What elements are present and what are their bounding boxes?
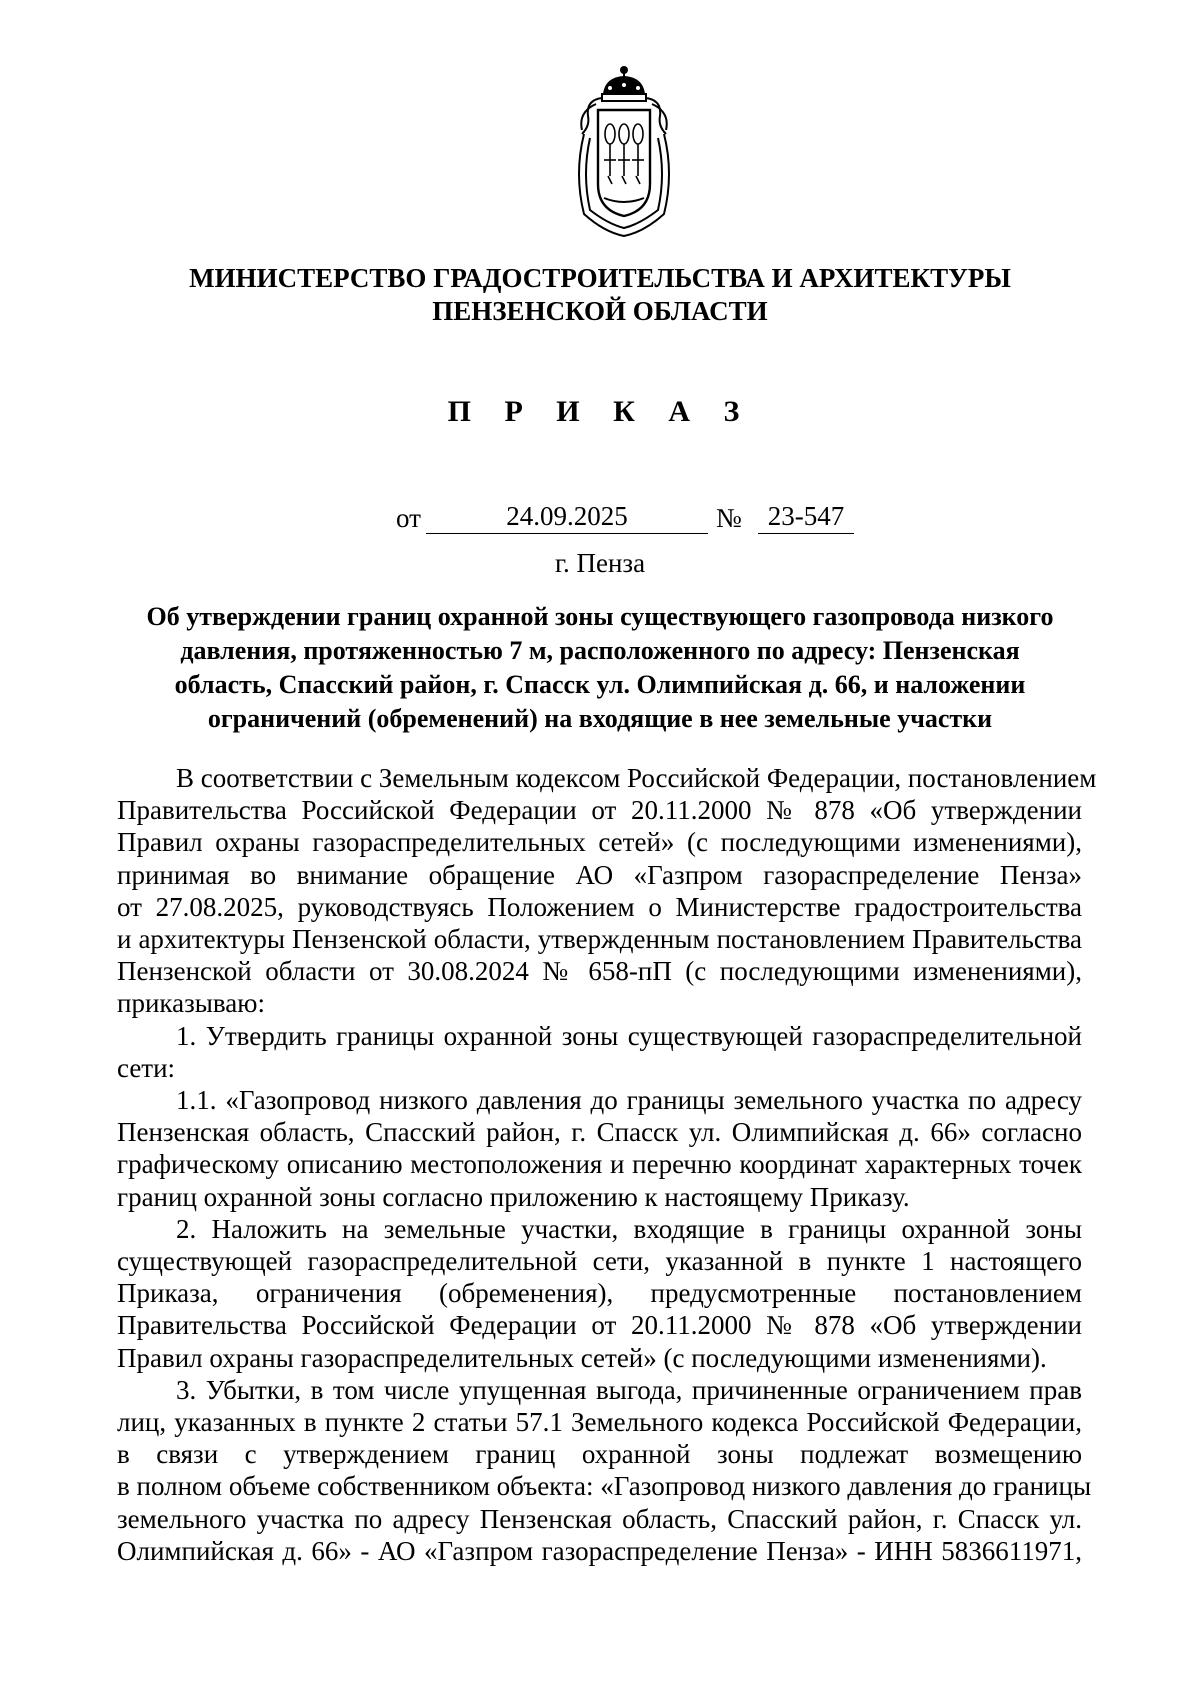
ministry-line-2: ПЕНЗЕНСКОЙ ОБЛАСТИ: [432, 296, 768, 326]
body-line: В соответствии с Земельным кодексом Российской Федерации, постановлением: [176, 763, 1097, 793]
body-line: сети:: [117, 1052, 176, 1083]
document-subject: [125, 600, 1075, 736]
subject-line: Об утверждении границ охранной зоны существующего газопровода низкого: [146, 602, 1054, 631]
paragraph-preamble: [117, 762, 1097, 1020]
body-line: Пензенская область, Спасский район, г. Спасск ул. Олимпийская д. 66» согласно: [117, 1117, 1082, 1148]
body-line: Пензенской области от 30.08.2024 № 658-пП (с последующими изменениями),: [117, 956, 1082, 987]
document-city: г. Пенза: [554, 548, 646, 578]
body-line: Приказа, ограничения (обременения), предусмотренные постановлением: [117, 1278, 1082, 1309]
paragraph-item-3: [117, 1374, 1092, 1567]
date-prefix: от: [396, 503, 421, 533]
body-line: графическому описанию местоположения и перечню координат характерных точек: [117, 1149, 1082, 1180]
body-line: в полном объеме собственником объекта: «Газопровод низкого давления до границы: [117, 1471, 1092, 1502]
body-line: Правительства Российской Федерации от 20.11.2000 № 878 «Об утверждении: [117, 795, 1082, 826]
document-date: 24.09.2025: [426, 500, 708, 534]
body-line: Правительства Российской Федерации от 20.11.2000 № 878 «Об утверждении: [117, 1310, 1082, 1341]
subject-line: ограничений (обременений) на входящие в нее земельные участки: [207, 704, 993, 733]
body-line: 2. Наложить на земельные участки, входящие в границы охранной зоны: [176, 1213, 1082, 1244]
subject-line: область, Спасский район, г. Спасск ул. Олимпийская д. 66, и наложении: [174, 670, 1026, 699]
body-line: существующей газораспределительной сети, указанной в пункте 1 настоящего: [117, 1246, 1082, 1277]
document-body: [117, 762, 1197, 1567]
paragraph-item-1: [117, 1020, 1082, 1084]
body-line: границ охранной зоны согласно приложению к настоящему Приказу.: [117, 1181, 910, 1212]
coat-of-arms-icon: [568, 64, 680, 240]
body-line: Правил охраны газораспределительных сетей» (с последующими изменениями).: [117, 1342, 1047, 1373]
document-type-title: П Р И К А З: [447, 395, 753, 428]
body-line: земельного участка по адресу Пензенская область, Спасский район, г. Спасск ул.: [117, 1503, 1082, 1534]
body-line: 1.1. «Газопровод низкого давления до границы земельного участка по адресу: [176, 1085, 1082, 1116]
body-line: Олимпийская д. 66» - АО «Газпром газораспределение Пенза» - ИНН 5836611971,: [117, 1535, 1082, 1566]
ministry-line-1: МИНИСТЕРСТВО ГРАДОСТРОИТЕЛЬСТВА И АРХИТЕКТУРЫ: [189, 263, 1011, 293]
body-line: 1. Утвердить границы охранной зоны существующей газораспределительной: [176, 1020, 1082, 1051]
body-line: в связи с утверждением границ охранной зоны подлежат возмещению: [117, 1439, 1082, 1470]
paragraph-item-1-1: [117, 1084, 1082, 1213]
paragraph-item-2: [117, 1213, 1082, 1374]
number-sign: №: [716, 503, 742, 533]
body-line: принимая во внимание обращение АО «Газпром газораспределение Пенза»: [117, 859, 1082, 890]
body-line: и архитектуры Пензенской области, утвержденным постановлением Правительства: [117, 924, 1082, 955]
body-line: Правил охраны газораспределительных сетей» (с последующими изменениями),: [117, 827, 1082, 858]
body-line: лиц, указанных в пункте 2 статьи 57.1 Земельного кодекса Российской Федерации,: [117, 1407, 1082, 1438]
document-number: 23-547: [758, 500, 854, 534]
subject-line: давления, протяженностью 7 м, расположенного по адресу: Пензенская: [180, 636, 1020, 665]
ministry-name: [120, 262, 1080, 328]
body-line: от 27.08.2025, руководствуясь Положением о Министерстве градостроительства: [117, 891, 1082, 922]
body-line: 3. Убытки, в том числе упущенная выгода, причиненные ограничением прав: [176, 1374, 1082, 1405]
body-line: приказываю:: [117, 988, 265, 1019]
